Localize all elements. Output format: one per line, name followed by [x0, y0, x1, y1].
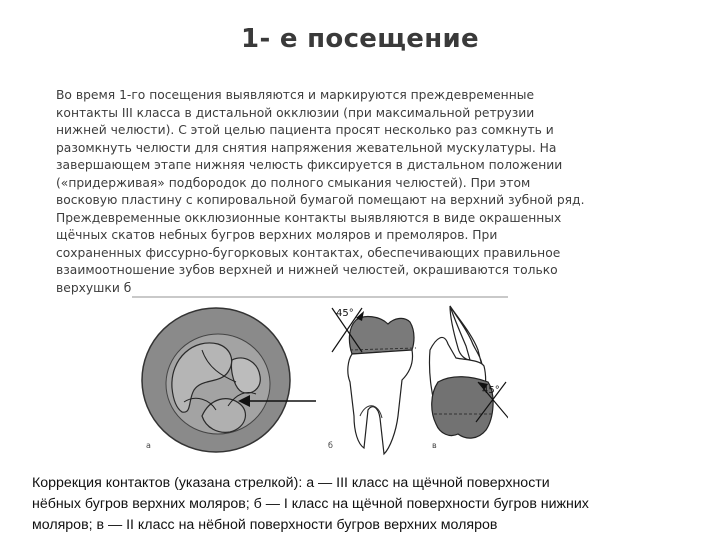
body-line: контакты III класса в дистальной окклюзии (при максимальной ретрузии — [56, 105, 535, 120]
panel-label-a: а — [146, 441, 151, 450]
body-line: верхушки б — [56, 280, 132, 295]
figure-drawing — [132, 298, 508, 461]
body-line: Преждевременные окклюзионные контакты выявляются в виде окрашенных — [56, 210, 562, 225]
body-text — [56, 87, 656, 297]
body-line: восковую пластину с копировальной бумагой помещают на верхний зубной ряд. — [56, 193, 585, 207]
body-line: нижней челюсти). С этой целью пациента просят несколько раз сомкнуть и — [56, 123, 554, 137]
angle-label-b: 45° — [336, 308, 354, 319]
caption-line: Коррекция контактов (указана стрелкой): а — III класс на щёчной поверхности — [32, 475, 550, 491]
body-line: разомкнуть челюсти для снятия напряжения жевательной мускулатуры. На — [56, 140, 557, 155]
slide-title: 1- е посещение — [241, 24, 479, 54]
body-line: щёчных скатов небных бугров верхних моляров и премоляров. При — [56, 228, 498, 242]
caption-line: моляров; в — II класс на нёбной поверхности бугров верхних моляров — [32, 517, 498, 533]
panel-a-molar-occlusal — [142, 308, 316, 452]
tooth-correction-figure — [132, 296, 508, 461]
caption-line: нёбных бугров верхних моляров; б — I класс на щёчной поверхности бугров нижних — [32, 496, 589, 512]
angle-label-c: 45° — [482, 385, 500, 396]
body-line: Во время 1-го посещения выявляются и маркируются преждевременные — [56, 88, 535, 102]
panel-c-upper-molar — [429, 306, 508, 450]
panel-label-c: в — [432, 441, 437, 450]
panel-label-b: б — [328, 441, 333, 450]
body-line: («придерживая» подбородок до полного смыкания челюстей). При этом — [56, 175, 531, 190]
body-line: взаимоотношение зубов верхней и нижней челюстей, окрашиваются только — [56, 263, 558, 277]
panel-b-lower-molar — [328, 308, 416, 454]
body-line: завершающем этапе нижняя челюсть фиксируется в дистальном положении — [56, 158, 563, 172]
figure-caption — [32, 473, 702, 536]
body-line: сохраненных фиссурно-бугорковых контактах, обеспечивающих правильное — [56, 245, 561, 260]
